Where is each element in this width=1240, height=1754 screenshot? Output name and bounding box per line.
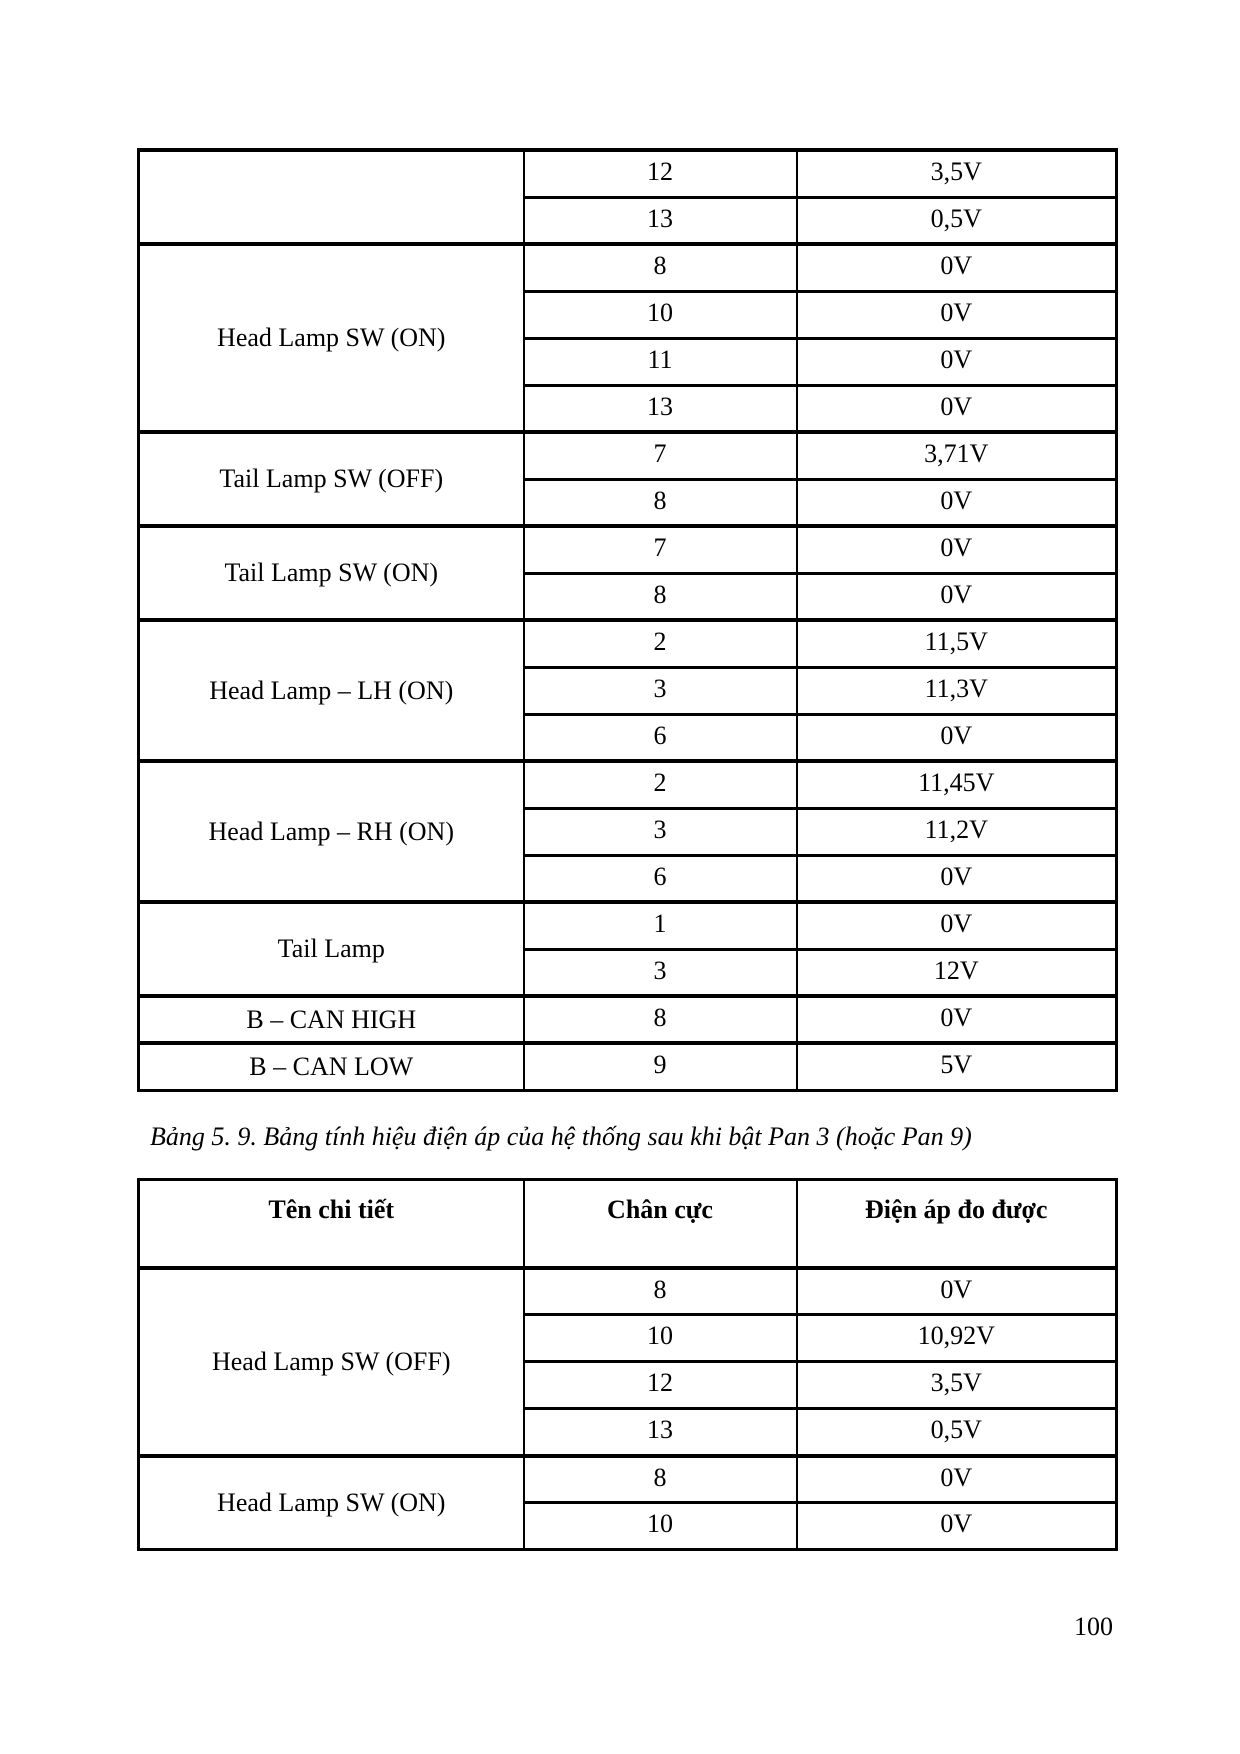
table-row xyxy=(139,150,1117,197)
voltage-cell: 0V xyxy=(797,714,1117,761)
voltage-cell: 0V xyxy=(797,479,1117,526)
pin-cell: 3 xyxy=(524,949,797,996)
voltage-cell: 0,5V xyxy=(797,197,1117,244)
voltage-cell: 0,5V xyxy=(797,1409,1117,1456)
pin-cell: 7 xyxy=(524,432,797,479)
pin-cell: 8 xyxy=(524,244,797,291)
voltage-cell: 3,71V xyxy=(797,432,1117,479)
component-cell: Tail Lamp SW (ON) xyxy=(139,526,524,620)
voltage-cell: 0V xyxy=(797,1456,1117,1503)
voltage-cell: 3,5V xyxy=(797,1362,1117,1409)
voltage-cell: 0V xyxy=(797,385,1117,432)
pin-cell: 10 xyxy=(524,1315,797,1362)
table-row xyxy=(139,761,1117,808)
pin-cell: 10 xyxy=(524,1503,797,1550)
pin-cell: 1 xyxy=(524,902,797,949)
pin-cell: 3 xyxy=(524,808,797,855)
pin-cell: 10 xyxy=(524,291,797,338)
voltage-table-5-9 xyxy=(137,1178,1118,1551)
voltage-cell: 0V xyxy=(797,526,1117,573)
page-number: 100 xyxy=(1074,1612,1113,1641)
voltage-cell: 11,3V xyxy=(797,667,1117,714)
table-caption: Bảng 5. 9. Bảng tính hiệu điện áp của hệ thống sau khi bật Pan 3 (hoặc Pan 9) xyxy=(150,1122,972,1151)
voltage-cell: 10,92V xyxy=(797,1315,1117,1362)
table-row xyxy=(139,996,1117,1043)
component-cell: Head Lamp SW (OFF) xyxy=(139,1268,524,1456)
voltage-cell: 0V xyxy=(797,1503,1117,1550)
component-cell: Head Lamp – RH (ON) xyxy=(139,761,524,902)
pin-cell: 2 xyxy=(524,761,797,808)
voltage-cell: 0V xyxy=(797,338,1117,385)
voltage-table-continued-body xyxy=(139,150,1117,1090)
voltage-cell: 0V xyxy=(797,1268,1117,1315)
voltage-table-5-9-body xyxy=(139,1268,1117,1550)
pin-cell: 13 xyxy=(524,197,797,244)
component-cell: Tail Lamp SW (OFF) xyxy=(139,432,524,526)
table-row xyxy=(139,620,1117,667)
table-row xyxy=(139,1456,1117,1503)
voltage-cell: 11,45V xyxy=(797,761,1117,808)
pin-cell: 2 xyxy=(524,620,797,667)
voltage-cell: 5V xyxy=(797,1043,1117,1090)
pin-cell: 8 xyxy=(524,479,797,526)
pin-cell: 8 xyxy=(524,1456,797,1503)
table-row xyxy=(139,1268,1117,1315)
voltage-cell: 12V xyxy=(797,949,1117,996)
pin-cell: 8 xyxy=(524,1268,797,1315)
voltage-cell: 11,2V xyxy=(797,808,1117,855)
table-header xyxy=(139,1180,1117,1268)
voltage-cell: 0V xyxy=(797,902,1117,949)
pin-cell: 9 xyxy=(524,1043,797,1090)
voltage-cell: 0V xyxy=(797,291,1117,338)
voltage-cell: 3,5V xyxy=(797,150,1117,197)
pin-cell: 13 xyxy=(524,385,797,432)
pin-cell: 8 xyxy=(524,996,797,1043)
pin-cell: 12 xyxy=(524,150,797,197)
voltage-cell: 0V xyxy=(797,244,1117,291)
pin-cell: 12 xyxy=(524,1362,797,1409)
table-row xyxy=(139,432,1117,479)
component-cell: Head Lamp SW (ON) xyxy=(139,244,524,432)
table-row xyxy=(139,244,1117,291)
header-pin: Chân cực xyxy=(524,1180,797,1268)
component-cell: Head Lamp SW (ON) xyxy=(139,1456,524,1550)
voltage-cell: 11,5V xyxy=(797,620,1117,667)
voltage-cell: 0V xyxy=(797,573,1117,620)
table-row xyxy=(139,526,1117,573)
pin-cell: 3 xyxy=(524,667,797,714)
header-voltage: Điện áp đo được xyxy=(797,1180,1117,1268)
component-cell: B – CAN HIGH xyxy=(139,996,524,1043)
voltage-cell: 0V xyxy=(797,996,1117,1043)
pin-cell: 7 xyxy=(524,526,797,573)
component-cell: Tail Lamp xyxy=(139,902,524,996)
table-row xyxy=(139,902,1117,949)
component-cell: Head Lamp – LH (ON) xyxy=(139,620,524,761)
pin-cell: 6 xyxy=(524,855,797,902)
pin-cell: 13 xyxy=(524,1409,797,1456)
header-component: Tên chi tiết xyxy=(139,1180,524,1268)
pin-cell: 6 xyxy=(524,714,797,761)
table-row xyxy=(139,1043,1117,1090)
header-row xyxy=(139,1180,1117,1268)
component-cell: B – CAN LOW xyxy=(139,1043,524,1090)
voltage-table-continued xyxy=(137,148,1118,1092)
pin-cell: 11 xyxy=(524,338,797,385)
pin-cell: 8 xyxy=(524,573,797,620)
component-cell xyxy=(139,150,524,244)
voltage-cell: 0V xyxy=(797,855,1117,902)
